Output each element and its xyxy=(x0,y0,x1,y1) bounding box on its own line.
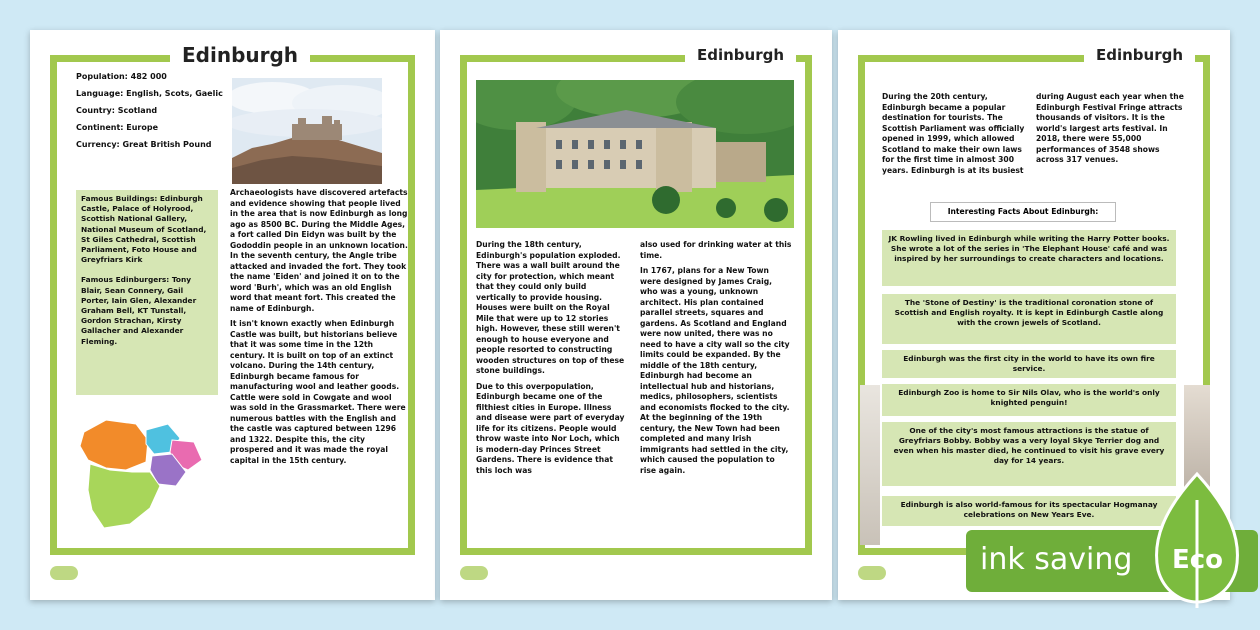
festival-paragraph: during August each year when the Edinburgh Festival Fringe attracts thousands of visitors. It is the world's largest arts festival. In 2018, there were 55,000 performances of 3548 shows across 317 venues. xyxy=(1036,92,1184,164)
text-column-left xyxy=(476,240,626,481)
history-paragraph: also used for drinking water at this time. xyxy=(640,240,792,260)
background-photo-left xyxy=(860,385,880,545)
history-paragraph: Archaeologists have discovered artefacts and evidence showing that people lived in the area that is now Edinburgh as long ago as 8500 BC. During the Middle Ages, a fort called Din Eidyn was built by the Gododdin people in an unknown location. In the seventh century, the Angle tribe attacked and invaded the fort. They took the name 'Eiden' and joined it on to the word 'Burh', which was an old English word that meant fort. This created the name of Edinburgh. xyxy=(230,188,408,313)
edinburgh-map-image xyxy=(76,412,211,532)
fact-currency: Currency: Great British Pound xyxy=(76,140,212,149)
worksheet-page-2 xyxy=(440,30,832,600)
page-title: Edinburgh xyxy=(1084,43,1195,67)
fact-item: Edinburgh was the first city in the world to have its own fire service. xyxy=(882,350,1176,378)
fact-item: JK Rowling lived in Edinburgh while writing the Harry Potter books. She wrote a lot of the series in 'The Elephant House' café and was inspired by her surroundings to create characters and locations. xyxy=(882,230,1176,286)
page-title: Edinburgh xyxy=(685,43,796,67)
history-paragraph: In 1767, plans for a New Town were designed by James Craig, who was a young, unknown architect. His plan contained parallel streets, squares and gardens. As Scotland and England were now united, there was no need to have a city wall so the city limits could be expanded. By the middle of the 18th century, Edinburgh had become an intellectual hub and historians, medics, philosophers, scientists and economists flocked to the city. At the beginning of the 19th century, the New Town had been completed and many Irish immigrants had settled in the city, which caused the population to rise again. xyxy=(640,266,790,475)
fact-item: The 'Stone of Destiny' is the traditional coronation stone of Scottish and English royalty. It is kept in Edinburgh Castle along with the crown jewels of Scotland. xyxy=(882,294,1176,344)
history-paragraph: Due to this overpopulation, Edinburgh became one of the filthiest cities in Europe. Illness and disease were part of everyday life for its citizens. People would throw waste into Nor Loch, which is modern-day Princes Street Gardens. There is evidence that this loch was xyxy=(476,381,625,475)
famous-buildings: Famous Buildings: Edinburgh Castle, Palace of Holyrood, Scottish National Gallery, National Museum of Scotland, St Giles Cathedral, Scottish Parliament, Foto House and Greyfriars Kirk xyxy=(81,194,207,265)
eco-label: Eco xyxy=(1171,545,1224,575)
ink-saving-label: ink saving xyxy=(980,542,1133,577)
edinburgh-castle-image xyxy=(232,78,382,184)
fact-item: Edinburgh is also world-famous for its spectacular Hogmanay celebrations on New Years Eve. xyxy=(882,496,1176,526)
facts-heading: Interesting Facts About Edinburgh: xyxy=(930,202,1116,222)
text-column-right xyxy=(640,240,792,481)
tourism-paragraph: During the 20th century, Edinburgh became a popular destination for tourists. The Scottish Parliament was officially opened in 1999, which allowed Scotland to make their own laws for the first time in almost 300 years. Edinburgh is at its busiest xyxy=(882,92,1025,175)
text-column-right xyxy=(1036,92,1186,171)
fact-population: Population: 482 000 xyxy=(76,72,167,81)
famous-edinburgers: Famous Edinburgers: Tony Blair, Sean Connery, Gail Porter, Iain Glen, Alexander Graham Bell, KT Tunstall, Gordon Strachan, Kirsty Gallacher and Alexander Fleming. xyxy=(81,275,197,346)
fact-country: Country: Scotland xyxy=(76,106,158,115)
twinkl-logo xyxy=(50,566,78,580)
page-title: Edinburgh xyxy=(170,43,310,67)
holyrood-palace-image xyxy=(476,80,794,228)
fact-continent: Continent: Europe xyxy=(76,123,159,132)
history-column xyxy=(230,188,408,471)
twinkl-logo xyxy=(858,566,886,580)
history-paragraph: During the 18th century, Edinburgh's population exploded. There was a wall built around the city for protection, which meant that they could only build vertically to provide housing. Houses were built on the Royal Mile that were up to 12 stories high. However, these still weren't enough to house everyone and people resorted to constructing wooden structures on top of these stone buildings. xyxy=(476,240,625,375)
text-column-left xyxy=(882,92,1030,181)
fact-item: One of the city's most famous attractions is the statue of Greyfriars Bobby. Bobby was a very loyal Skye Terrier dog and even when his master died, he continued to visit his grave every day for 14 years. xyxy=(882,422,1176,486)
eco-leaf-icon xyxy=(1150,470,1245,610)
fact-language: Language: English, Scots, Gaelic xyxy=(76,89,223,98)
famous-box xyxy=(76,190,218,395)
twinkl-logo xyxy=(460,566,488,580)
worksheet-page-1 xyxy=(30,30,435,600)
fact-item: Edinburgh Zoo is home to Sir Nils Olav, who is the world's only knighted penguin! xyxy=(882,384,1176,416)
history-paragraph: It isn't known exactly when Edinburgh Castle was built, but historians believe that it was some time in the 12th century. It is built on top of an extinct volcano. During the 14th century, Edinburgh became famous for manufacturing wool and leather goods. Cattle were sold in Cowgate and wool was sold in the Grassmarket. There were numerous battles with the English and the castle was captured between 1296 and 1322. Despite this, the city prospered and it was made the royal capital in the 15th century. xyxy=(230,319,406,465)
fact-file xyxy=(76,72,236,157)
